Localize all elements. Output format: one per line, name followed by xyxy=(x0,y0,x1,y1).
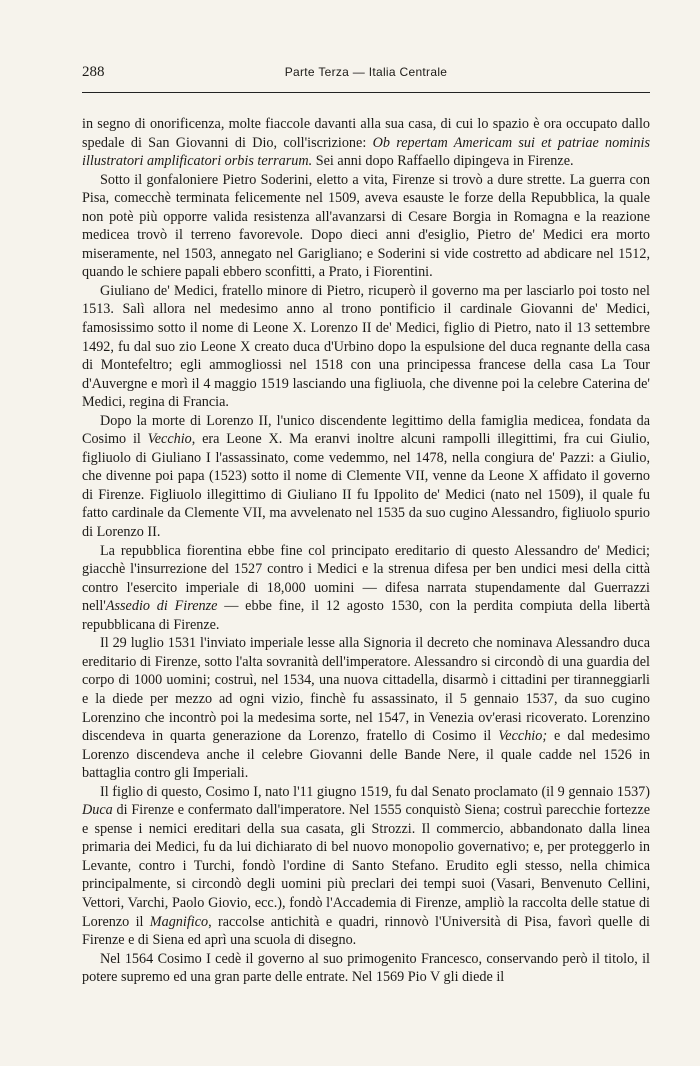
paragraph-8: Nel 1564 Cosimo I cedè il governo al suo primogenito Francesco, conservando però il titolo, il potere supremo ed una gran parte delle entrate. Nel 1569 Pio V gli diede il xyxy=(82,950,650,986)
body-text xyxy=(82,115,650,987)
italic-term: Duca xyxy=(82,802,113,819)
page-number: 288 xyxy=(82,64,105,80)
paragraph-7: Il figlio di questo, Cosimo I, nato l'11 giugno 1519, fu dal Senato proclamato (il 9 gennaio 1537) Duca di Firenze e confermato dall'imperatore. Nel 1555 conquistò Siena; costruì parecchie fortezze e spense i nemici ereditari della sua casata, gli Strozzi. Il commercio, abbandonato dalla linea primaria dei Medici, fu da lui dichiarato di bel nuovo monopolio governativo; e, per proteggerlo in Levante, contro i Turchi, fondò l'ordine di Santo Stefano. Erudito egli stesso, nella chimica principalmente, si circondò degli uomini più preclari dei tempi suoi (Vasari, Benvenuto Cellini, Vettori, Varchi, Paolo Giovio, ecc.), fondò l'Accademia di Firenze, ampliò la raccolta delle statue di Lorenzo il Magnifico, raccolse antichità e quadri, rinnovò l'Università di Pisa, favorì quelle di Firenze e di Siena ed aprì una scuola di disegno. xyxy=(82,783,650,949)
italic-term: Magnifico xyxy=(149,913,209,930)
paragraph-2: Sotto il gonfaloniere Pietro Soderini, eletto a vita, Firenze si trovò a dure strette. La guerra con Pisa, comecchè terminata felicemente nel 1509, aveva esauste le forze della Repubblica, la quale non potè più opporre valida resistenza all'avanzarsi di Cesare Borgia in Romagna e la reazione medicea trovò il terreno favorevole. Dopo dieci anni d'esiglio, Pietro de' Medici era morto miseramente, nel 1503, annegato nel Garigliano; e Soderini si vide costretto ad abdicare nel 1512, quando le schiere papali ebbero sconfitti, a Prato, i Fiorentini. xyxy=(82,171,650,281)
paragraph-1: in segno di onorificenza, molte fiaccole davanti alla sua casa, di cui lo spazio è ora occupato dallo spedale di San Giovanni di Dio, coll'iscrizione: Ob repertam Americam sui et patriae nominis illustratori amplificatori orbis terrarum. Sei anni dopo Raffaello dipingeva in Firenze. xyxy=(82,116,650,170)
paragraph-4: Dopo la morte di Lorenzo II, l'unico discendente legittimo della famiglia medicea, fondata da Cosimo il Vecchio, era Leone X. Ma eranvi inoltre alcuni rampolli illegittimi, fra cui Giulio, figliuolo di Giuliano I l'assassinato, come vedemmo, nel 1478, nella congiura de' Pazzi: a Giulio, che divenne poi papa (1523) sotto il nome di Clemente VII, venne da Leone X affidato il governo di Firenze. Figliuolo illegittimo di Giuliano II fu Ippolito de' Medici (nato nel 1509), il quale fu fatto cardinale da Clemente VII, ma avvelenato nel 1535 da suo cugino Alessandro, figliuolo spurio di Lorenzo II. xyxy=(82,412,650,541)
inscription-italic: Ob repertam Americam sui et patriae nominis illustratori amplificatori orbis terrarum. xyxy=(82,134,650,170)
running-title: Parte Terza — Italia Centrale xyxy=(284,65,448,79)
paragraph-3: Giuliano de' Medici, fratello minore di Pietro, ricuperò il governo ma per lasciarlo poi tosto nel 1513. Salì allora nel medesimo anno al trono pontificio il cardinale Giovanni de' Medici, famosissimo sotto il nome di Leone X. Lorenzo II de' Medici, figlio di Pietro, nato il 13 settembre 1492, fu dal suo zio Leone X creato duca d'Urbino dopo la espulsione del duca regnante della casa di Montefeltro; egli ammogliossi nel 1518 con una principessa francese della casa La Tour d'Auvergne e morì il 4 maggio 1519 lasciando una figliuola, che divenne poi la celebre Caterina de' Medici, regina di Francia. xyxy=(82,282,650,411)
paragraph-5: La repubblica fiorentina ebbe fine col principato ereditario di questo Alessandro de' Medici; giacchè l'insurrezione del 1527 contro i Medici e la strenua difesa per ben undici mesi della città contro l'esercito imperiale di 18,000 uomini — difesa narrata stupendamente dal Guerrazzi nell'Assedio di Firenze — ebbe fine, il 12 agosto 1530, con la perdita compiuta della libertà repubblicana di Firenze. xyxy=(82,542,650,633)
italic-term: Vecchio xyxy=(147,431,192,448)
paragraph-6: Il 29 luglio 1531 l'inviato imperiale lesse alla Signoria il decreto che nominava Alessandro duca ereditario di Firenze, sotto l'alta sovranità dell'imperatore. Alessandro si circondò di una guardia del corpo di 1000 uomini; costruì, nel 1534, una nuova cittadella, disarmò i cittadini per tiranneggiarli e la diede per mezzo ad ogni vizio, finchè fu assassinato, il 5 gennaio 1537, da suo cugino Lorenzino che incontrò poi la medesima sorte, nel 1547, in Venezia ov'erasi ricoverato. Lorenzino discendeva in quarta generazione da Lorenzo, fratello di Cosimo il Vecchio; e dal medesimo Lorenzo discendeva anche il celebre Giovanni delle Bande Nere, il quale cadde nel 1526 in battaglia contro gli Imperiali. xyxy=(82,635,650,782)
italic-book-title: Assedio di Firenze xyxy=(105,598,218,615)
page-header xyxy=(82,60,650,90)
italic-term: Vecchio; xyxy=(498,728,548,745)
header-rule xyxy=(82,92,650,93)
